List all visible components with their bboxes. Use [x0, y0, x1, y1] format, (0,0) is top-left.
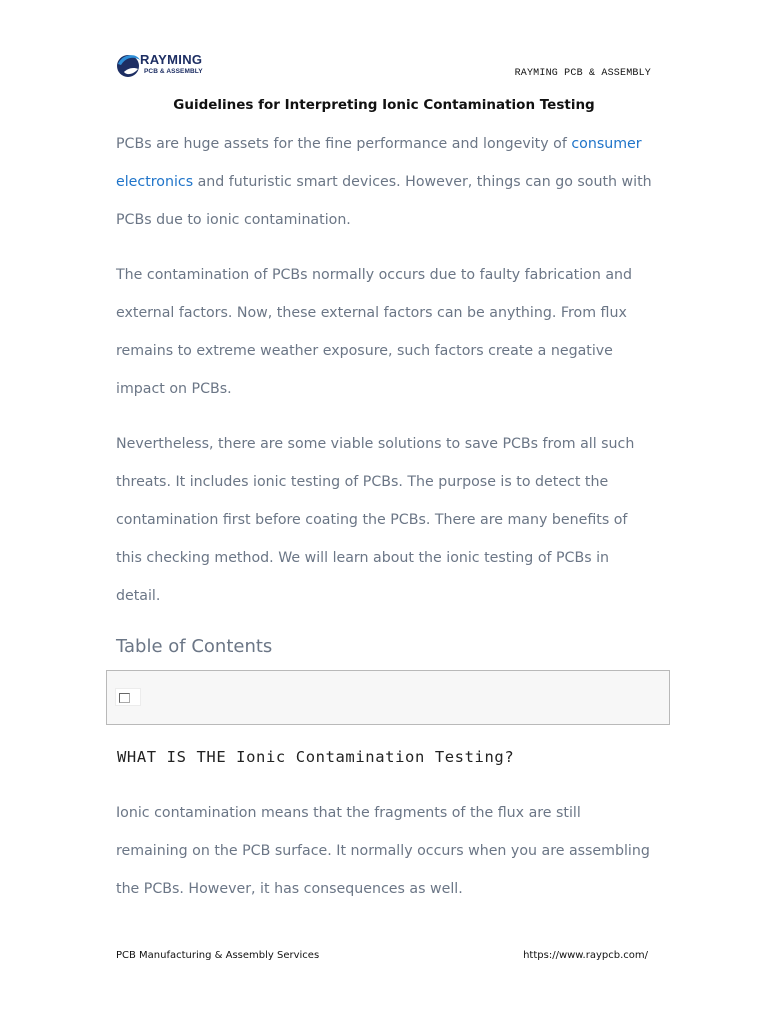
- intro-paragraph: [116, 125, 656, 239]
- header-company-name: RAYMING PCB & ASSEMBLY: [514, 68, 651, 79]
- company-logo: [114, 50, 224, 82]
- contamination-paragraph: The contamination of PCBs normally occurs due to faulty fabrication and external factors. Now, these external factors can be anything. From flux remains to extreme weather exposure, such factors create a negative impact on PCBs.: [116, 267, 633, 397]
- intro-text-end: and futuristic smart devices. However, things can go south with PCBs due to ionic contamination.: [116, 174, 652, 228]
- intro-text-start: PCBs are huge assets for the fine performance and longevity of: [116, 136, 572, 152]
- logo-name: RAYMING: [140, 52, 203, 67]
- table-of-contents-box: [106, 670, 670, 725]
- toc-heading: Table of Contents: [116, 636, 273, 657]
- logo-subtitle: PCB & ASSEMBLY: [144, 68, 203, 75]
- footer-website-link[interactable]: https://www.raypcb.com/: [523, 950, 648, 961]
- logo-swirl-icon: [114, 50, 142, 80]
- solutions-paragraph: Nevertheless, there are some viable solutions to save PCBs from all such threats. It includes ionic testing of PCBs. The purpose is to detect the contamination first before coating the PCBs. There are many benefits of this checking method. We will learn about the ionic testing of PCBs in detail.: [116, 436, 635, 604]
- section-heading: WHAT IS THE Ionic Contamination Testing?: [117, 748, 515, 766]
- consumer-electronics-link[interactable]: consumer electronics: [116, 136, 642, 190]
- footer-services-text: PCB Manufacturing & Assembly Services: [116, 950, 320, 961]
- toc-toggle-button[interactable]: [115, 688, 141, 706]
- definition-paragraph: Ionic contamination means that the fragments of the flux are still remaining on the PCB surface. It normally occurs when you are assembling the PCBs. However, it has consequences as well.: [116, 805, 650, 897]
- document-title: Guidelines for Interpreting Ionic Contamination Testing: [173, 97, 595, 113]
- checkbox-icon: [119, 693, 130, 703]
